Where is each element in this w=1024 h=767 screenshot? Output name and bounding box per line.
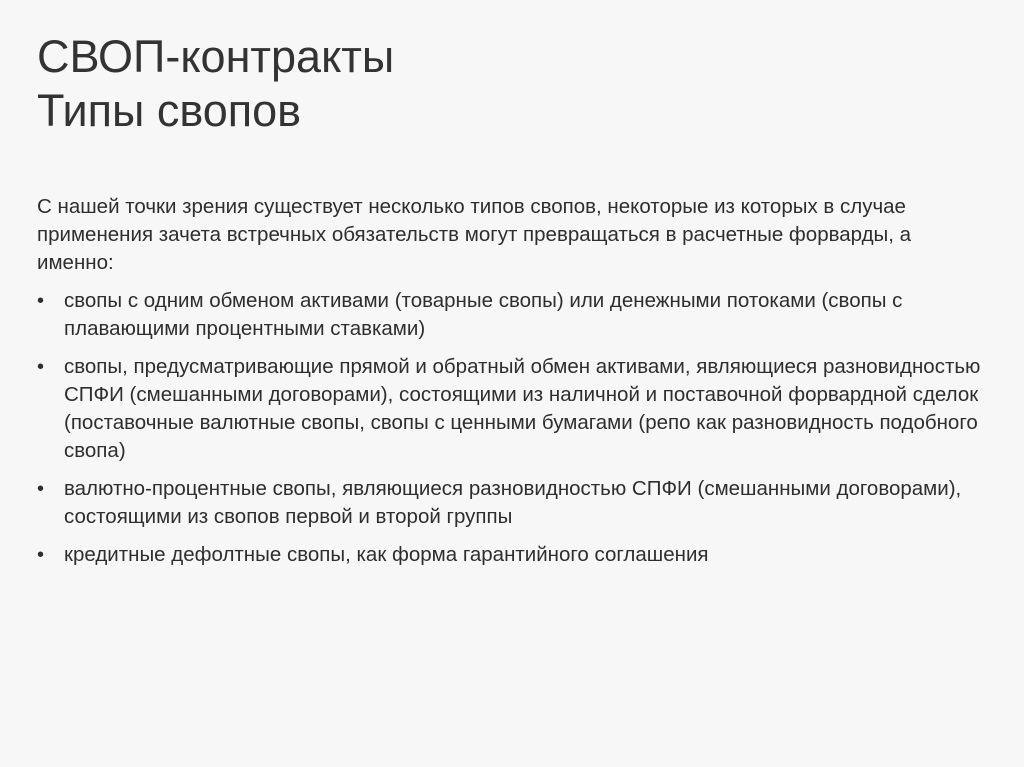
bullet-icon: • [37,478,45,500]
list-item-text: кредитные дефолтные свопы, как форма гарантийного соглашения [64,543,709,566]
slide-content [37,193,987,579]
intro-paragraph: С нашей точки зрения существует несколько типов свопов, некоторые из которых в случае применения зачета встречных обязательств могут превращаться в расчетные форварды, а именно: [37,195,912,274]
bullet-icon: • [37,544,45,566]
list-item-text: валютно-процентные свопы, являющиеся разновидностью СПФИ (смешанными договорами), состоящими из свопов первой и второй группы [64,477,962,528]
list-item [37,287,987,343]
list-item-text: свопы, предусматривающие прямой и обратный обмен активами, являющиеся разновидностью СПФИ (смешанными договорами), состоящими из наличной и поставочной форвардной сделок (поставочные валютные свопы, свопы с ценными бумагами (репо как разновидность подобного свопа) [64,355,981,462]
list-item [37,541,987,569]
bullet-icon: • [37,290,45,312]
slide-title [37,30,977,138]
list-item [37,475,987,531]
title-line-2: Типы свопов [37,85,302,136]
list-item [37,353,987,465]
list-item-text: свопы с одним обменом активами (товарные свопы) или денежными потоками (свопы с плавающими процентными ставками) [64,289,903,340]
title-line-1: СВОП-контракты [37,31,395,82]
bullet-icon: • [37,356,45,378]
swap-types-list [37,287,987,569]
